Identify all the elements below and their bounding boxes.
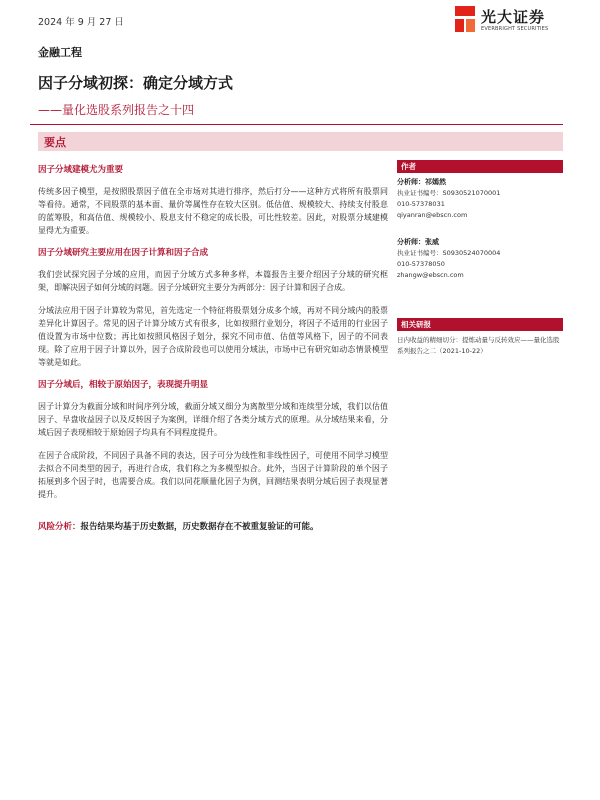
analyst-cert: 执业证书编号：S0930524070004	[397, 249, 501, 257]
related-header	[397, 318, 563, 331]
section-heading: 因子分域研究主要应用在因子计算和因子合成	[38, 248, 209, 258]
main-content	[38, 164, 388, 534]
report-date: 2024 年 9 月 27 日	[38, 17, 124, 28]
report-subtitle: ——量化选股系列报告之十四	[38, 103, 195, 117]
analyst-phone: 010-57378050	[397, 260, 445, 268]
related-reports-panel	[397, 318, 563, 357]
risk-text: 报告结果均基于历史数据，历史数据存在不被重复验证的可能。	[80, 522, 319, 532]
authors-label: 作者	[401, 162, 416, 171]
analyst-phone: 010-57378031	[397, 200, 445, 208]
section-paragraph: 传统多因子模型，是按照股票因子值在全市场对其进行排序，然后打分——这种方式将所有股票同等看待。通常，不同股票的基本面、量价等属性存在较大区别。低估值、规模较大、持续支付股息的蓝筹股，和高估值、规模较小、股息支付不稳定的成长股，可比性较差。因此，对股票分域建模显得尤为重要。	[38, 187, 388, 235]
section-heading: 因子分域后，相较于原始因子，表现提升明显	[38, 380, 209, 390]
analyst-email[interactable]: zhangw@ebscn.com	[397, 271, 464, 279]
section-paragraph: 分域法应用于因子计算较为常见，首先选定一个特征将股票划分成多个域，再对不同分域内的股票差异化计算因子。常见的因子计算分域方式有很多，比如按照行业划分，将因子不适用的行业因子值设置为市场中位数；再比如按照风格因子划分，探究不同市值、估值等风格下，因子的不同表现。除了应用于因子计算以外，因子合成阶段也可以使用分域法，市场中已有研究如动态情景模型等就是如此。	[38, 306, 388, 367]
authors-panel	[397, 160, 563, 281]
analyst-cert: 执业证书编号：S0930521070001	[397, 189, 501, 197]
analyst-card	[397, 237, 563, 281]
risk-label: 风险分析：	[38, 522, 81, 532]
risk-analysis	[38, 521, 388, 534]
analyst-name: 分析师：祁嫣然	[397, 178, 446, 186]
report-title: 因子分域初探：确定分域方式	[38, 74, 234, 92]
analyst-email[interactable]: qiyanran@ebscn.com	[397, 211, 468, 219]
keypoints-label: 要点	[44, 136, 66, 149]
brand-name: 光大证券	[481, 8, 546, 26]
brand-name-en: EVERBRIGHT SECURITIES	[481, 26, 549, 32]
section-paragraph: 因子计算分为截面分域和时间序列分域，截面分域又细分为离散型分域和连续型分域，我们以估值因子、早盘收益因子以及反转因子为案例，详细介绍了各类分域方式的原理。从分域结果来看，分域后因子表现相较于原始因子均具有不同程度提升。	[38, 402, 388, 437]
analyst-card	[397, 177, 563, 221]
report-category: 金融工程	[38, 46, 82, 59]
related-report-link[interactable]: 日内收益的精细切分：提炼动量与反转效应——量化选股系列报告之二（2021-10-22）	[397, 336, 560, 355]
brand-logo	[455, 6, 567, 36]
keypoints-bar	[38, 132, 563, 151]
section-paragraph: 我们尝试探究因子分域的应用，而因子分域方式多种多样，本篇报告主要介绍因子分域的研究框架，即解决因子如何分域的问题。因子分域研究主要分为两部分：因子计算和因子合成。	[38, 270, 388, 292]
section-heading: 因子分域建模尤为重要	[38, 165, 124, 175]
related-label: 相关研报	[401, 320, 431, 329]
everbright-logo-icon	[455, 6, 475, 32]
analyst-name: 分析师：张威	[397, 238, 439, 246]
section-paragraph: 在因子合成阶段，不同因子具备不同的表达，因子可分为线性和非线性因子，可使用不同学习模型去拟合不同类型的因子，再进行合成，我们称之为多模型拟合。此外，当因子计算阶段的单个因子拓展到多个因子时，也需要合成。我们以同花顺量化因子为例，回测结果表明分域后因子表现显著提升。	[38, 451, 388, 499]
authors-header	[397, 160, 563, 173]
title-divider	[30, 124, 563, 125]
